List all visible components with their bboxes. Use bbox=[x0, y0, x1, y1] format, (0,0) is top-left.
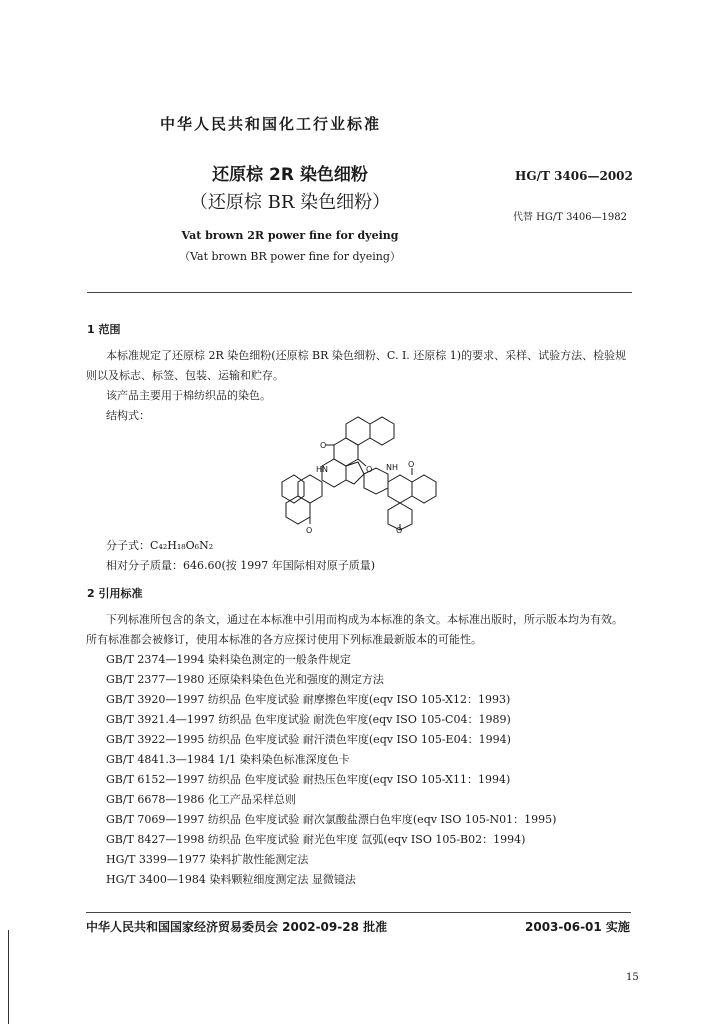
title-english: Vat brown 2R power fine for dyeing bbox=[181, 229, 399, 242]
approval-date: 中华人民共和国国家经济贸易委员会 2002-09-28 批准 bbox=[86, 920, 388, 934]
hn-label: HN bbox=[316, 465, 328, 474]
header-divider bbox=[87, 292, 632, 293]
title-chinese-alternate: （还原棕 BR 染色细粉） bbox=[189, 192, 391, 213]
reference-item: HG/T 3400—1984 染料颗粒细度测定法 显微镜法 bbox=[106, 873, 356, 886]
replaces-standard: 代替 HG/T 3406—1982 bbox=[513, 212, 628, 223]
reference-item: GB/T 6678—1986 化工产品采样总则 bbox=[106, 793, 296, 806]
section-1-scope-paragraph: 本标准规定了还原棕 2R 染色细粉(还原棕 BR 染色细粉、C. I. 还原棕 1)的要求、采样、试验方法、检验规则以及标志、标签、包装、运输和贮存。 bbox=[86, 349, 627, 382]
oxo-label-middle: O bbox=[366, 465, 373, 474]
reference-item: GB/T 6152—1997 纺织品 色牢度试验 耐热压色牢度(eqv ISO 105-X11：1994) bbox=[106, 773, 511, 786]
reference-item: GB/T 3920—1997 纺织品 色牢度试验 耐摩擦色牢度(eqv ISO 105-X12：1993) bbox=[106, 693, 511, 706]
title-chinese: 还原棕 2R 染色细粉 bbox=[212, 165, 368, 185]
footer-divider bbox=[86, 912, 631, 913]
section-1-structure-label: 结构式： bbox=[106, 409, 150, 422]
molecular-formula: 分子式：C₄₂H₁₈O₆N₂ bbox=[106, 539, 214, 552]
reference-item: GB/T 4841.3—1984 1/1 染料染色标准深度色卡 bbox=[106, 753, 350, 766]
ring-top-quinone bbox=[334, 438, 358, 466]
reference-item: GB/T 2377—1980 还原染料染色色光和强度的测定方法 bbox=[106, 673, 384, 686]
structural-formula-diagram bbox=[278, 412, 448, 534]
reference-item: GB/T 3921.4—1997 纺织品 色牢度试验 耐洗色牢度(eqv ISO 105-C04：1989) bbox=[106, 713, 511, 726]
reference-item: HG/T 3399—1977 染料扩散性能测定法 bbox=[106, 853, 309, 866]
relative-molecular-mass: 相对分子质量：646.60(按 1997 年国际相对原子质量) bbox=[106, 559, 376, 572]
implementation-date: 2003-06-01 实施 bbox=[525, 920, 630, 934]
standard-code: HG/T 3406—2002 bbox=[515, 169, 633, 183]
oxo-label-right-bottom: O bbox=[396, 526, 403, 534]
reference-item: GB/T 8427—1998 纺织品 色牢度试验 耐光色牢度 氙弧(eqv ISO 105-B02：1994) bbox=[106, 833, 526, 846]
ring-left-middle bbox=[298, 475, 322, 503]
section-1-heading: 1 范围 bbox=[87, 323, 121, 336]
scan-edge-line bbox=[8, 930, 9, 1024]
reference-item: GB/T 7069—1997 纺织品 色牢度试验 耐次氯酸盐漂白色牢度(eqv ISO 105-N01：1995) bbox=[106, 813, 557, 826]
ring-center-pyrrole bbox=[346, 462, 364, 484]
reference-list bbox=[106, 650, 556, 890]
reference-item: GB/T 3922—1995 纺织品 色牢度试验 耐汗渍色牢度(eqv ISO 105-E04：1994) bbox=[106, 733, 511, 746]
oxo-label-left: O bbox=[306, 526, 313, 534]
reference-item: GB/T 2374—1994 染料染色测定的一般条件规定 bbox=[106, 653, 351, 666]
title-english-alternate: （Vat brown BR power fine for dyeing） bbox=[179, 250, 401, 263]
section-2-intro-paragraph: 下列标准所包含的条文，通过在本标准中引用而构成为本标准的条文。本标准出版时，所示版本均为有效。所有标准都会被修订，使用本标准的各方应探讨使用下列标准最新版本的可能性。 bbox=[86, 613, 623, 646]
section-2-heading: 2 引用标准 bbox=[87, 587, 143, 600]
section-1-usage-paragraph: 该产品主要用于棉纺织品的染色。 bbox=[106, 389, 271, 402]
nh-label: NH bbox=[386, 463, 398, 472]
ring-right-middle bbox=[388, 475, 412, 503]
ring-top-left bbox=[346, 417, 370, 445]
ring-right-outer bbox=[412, 475, 436, 503]
oxo-label-top: O bbox=[320, 441, 327, 450]
oxo-label-right-top: O bbox=[408, 460, 415, 469]
header-organization: 中华人民共和国化工行业标准 bbox=[160, 115, 382, 133]
page-number: 15 bbox=[626, 972, 639, 983]
ring-top-right bbox=[370, 417, 394, 445]
